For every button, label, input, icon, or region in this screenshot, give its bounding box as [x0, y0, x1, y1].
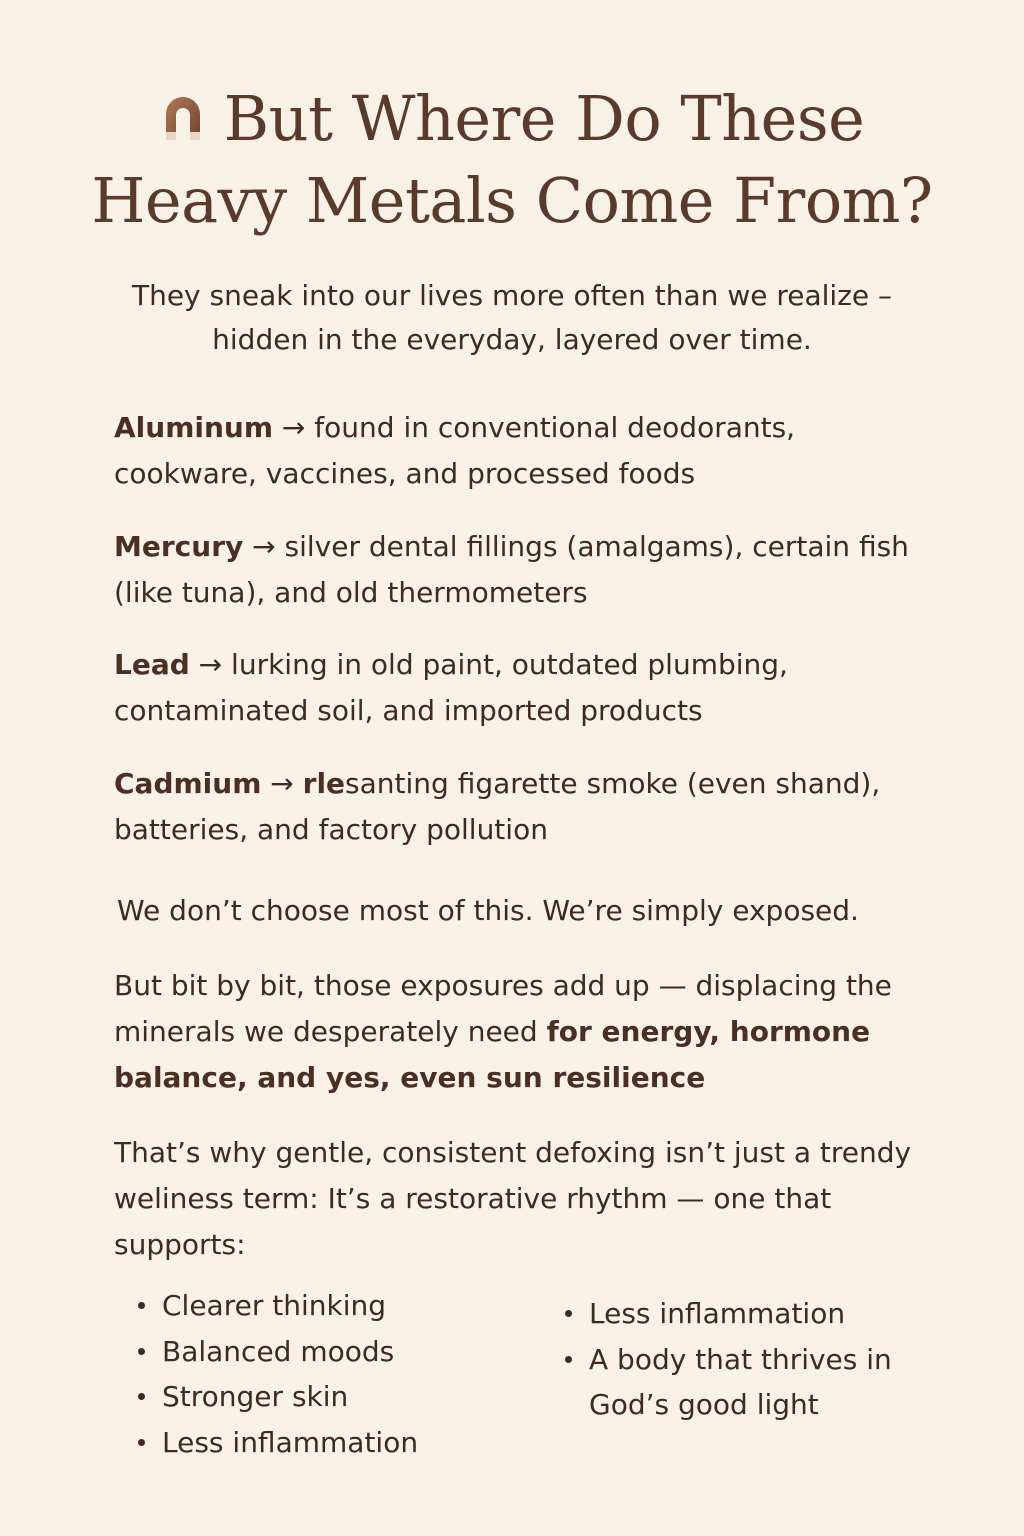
metal-sources: santing figarette smoke (even shand), batteries, and factory pollution [114, 767, 881, 846]
arrow: → [261, 767, 303, 800]
title-line-1: But Where Do These [223, 82, 865, 155]
metal-sources: silver dental fillings (amalgams), certain fish (like tuna), and old thermometers [114, 530, 909, 609]
defox-paragraph: That’s why gentle, consistent defoxing isn’t just a trendy weliness term: It’s a restorative rhythm — one that supports: [114, 1136, 912, 1261]
metal-name: Lead [114, 648, 190, 681]
metal-name: Cadmium [114, 767, 262, 800]
metal-item-mercury [114, 524, 934, 616]
list-item: Stronger skin [134, 1374, 418, 1420]
list-item: Less inflammation [561, 1291, 921, 1337]
metal-item-cadmium [114, 761, 934, 853]
title-line-2: Heavy Metals Come From? [91, 164, 933, 237]
metal-name: Mercury [114, 530, 244, 563]
bit-by-bit-paragraph [114, 963, 934, 1101]
metal-name: Aluminum [114, 411, 274, 444]
arrow: → [273, 411, 315, 444]
page-title [60, 78, 964, 242]
metal-item-aluminum [114, 405, 934, 497]
list-item: Less inflammation [134, 1420, 418, 1466]
arrow: → [189, 648, 232, 681]
bit-by-bit-bold: for energy, hormone balance, and yes, even sun resilience [114, 1015, 871, 1094]
intro-text [80, 274, 944, 362]
metal-sources: lurking in old paint, outdated plumbing, contaminated soil, and imported products [114, 648, 788, 727]
exposed-statement: We don’t choose most of this. We’re simply exposed. [117, 894, 859, 927]
list-item: A body that thrives in God’s good light [561, 1337, 921, 1428]
list-item: Clearer thinking [134, 1283, 418, 1329]
list-item: Balanced moods [134, 1329, 418, 1375]
metal-sources: found in conventional deodorants, cookware, vaccines, and processed foods [114, 411, 796, 490]
title-block [60, 78, 964, 242]
benefits-list-left [134, 1283, 418, 1465]
horseshoe-magnet-icon [160, 82, 206, 136]
intro-line-1: They sneak into our lives more often than we realize – [131, 279, 893, 312]
metal-item-lead [114, 642, 934, 734]
arrow: → [243, 530, 285, 563]
benefits-list-right [561, 1291, 921, 1428]
metal-sources-bold-start: rle [302, 767, 346, 800]
intro-line-2: hidden in the everyday, layered over time. [212, 323, 812, 356]
bit-by-bit-text: But bit by bit, those exposures add up — displacing the minerals we desperately need [114, 969, 892, 1048]
